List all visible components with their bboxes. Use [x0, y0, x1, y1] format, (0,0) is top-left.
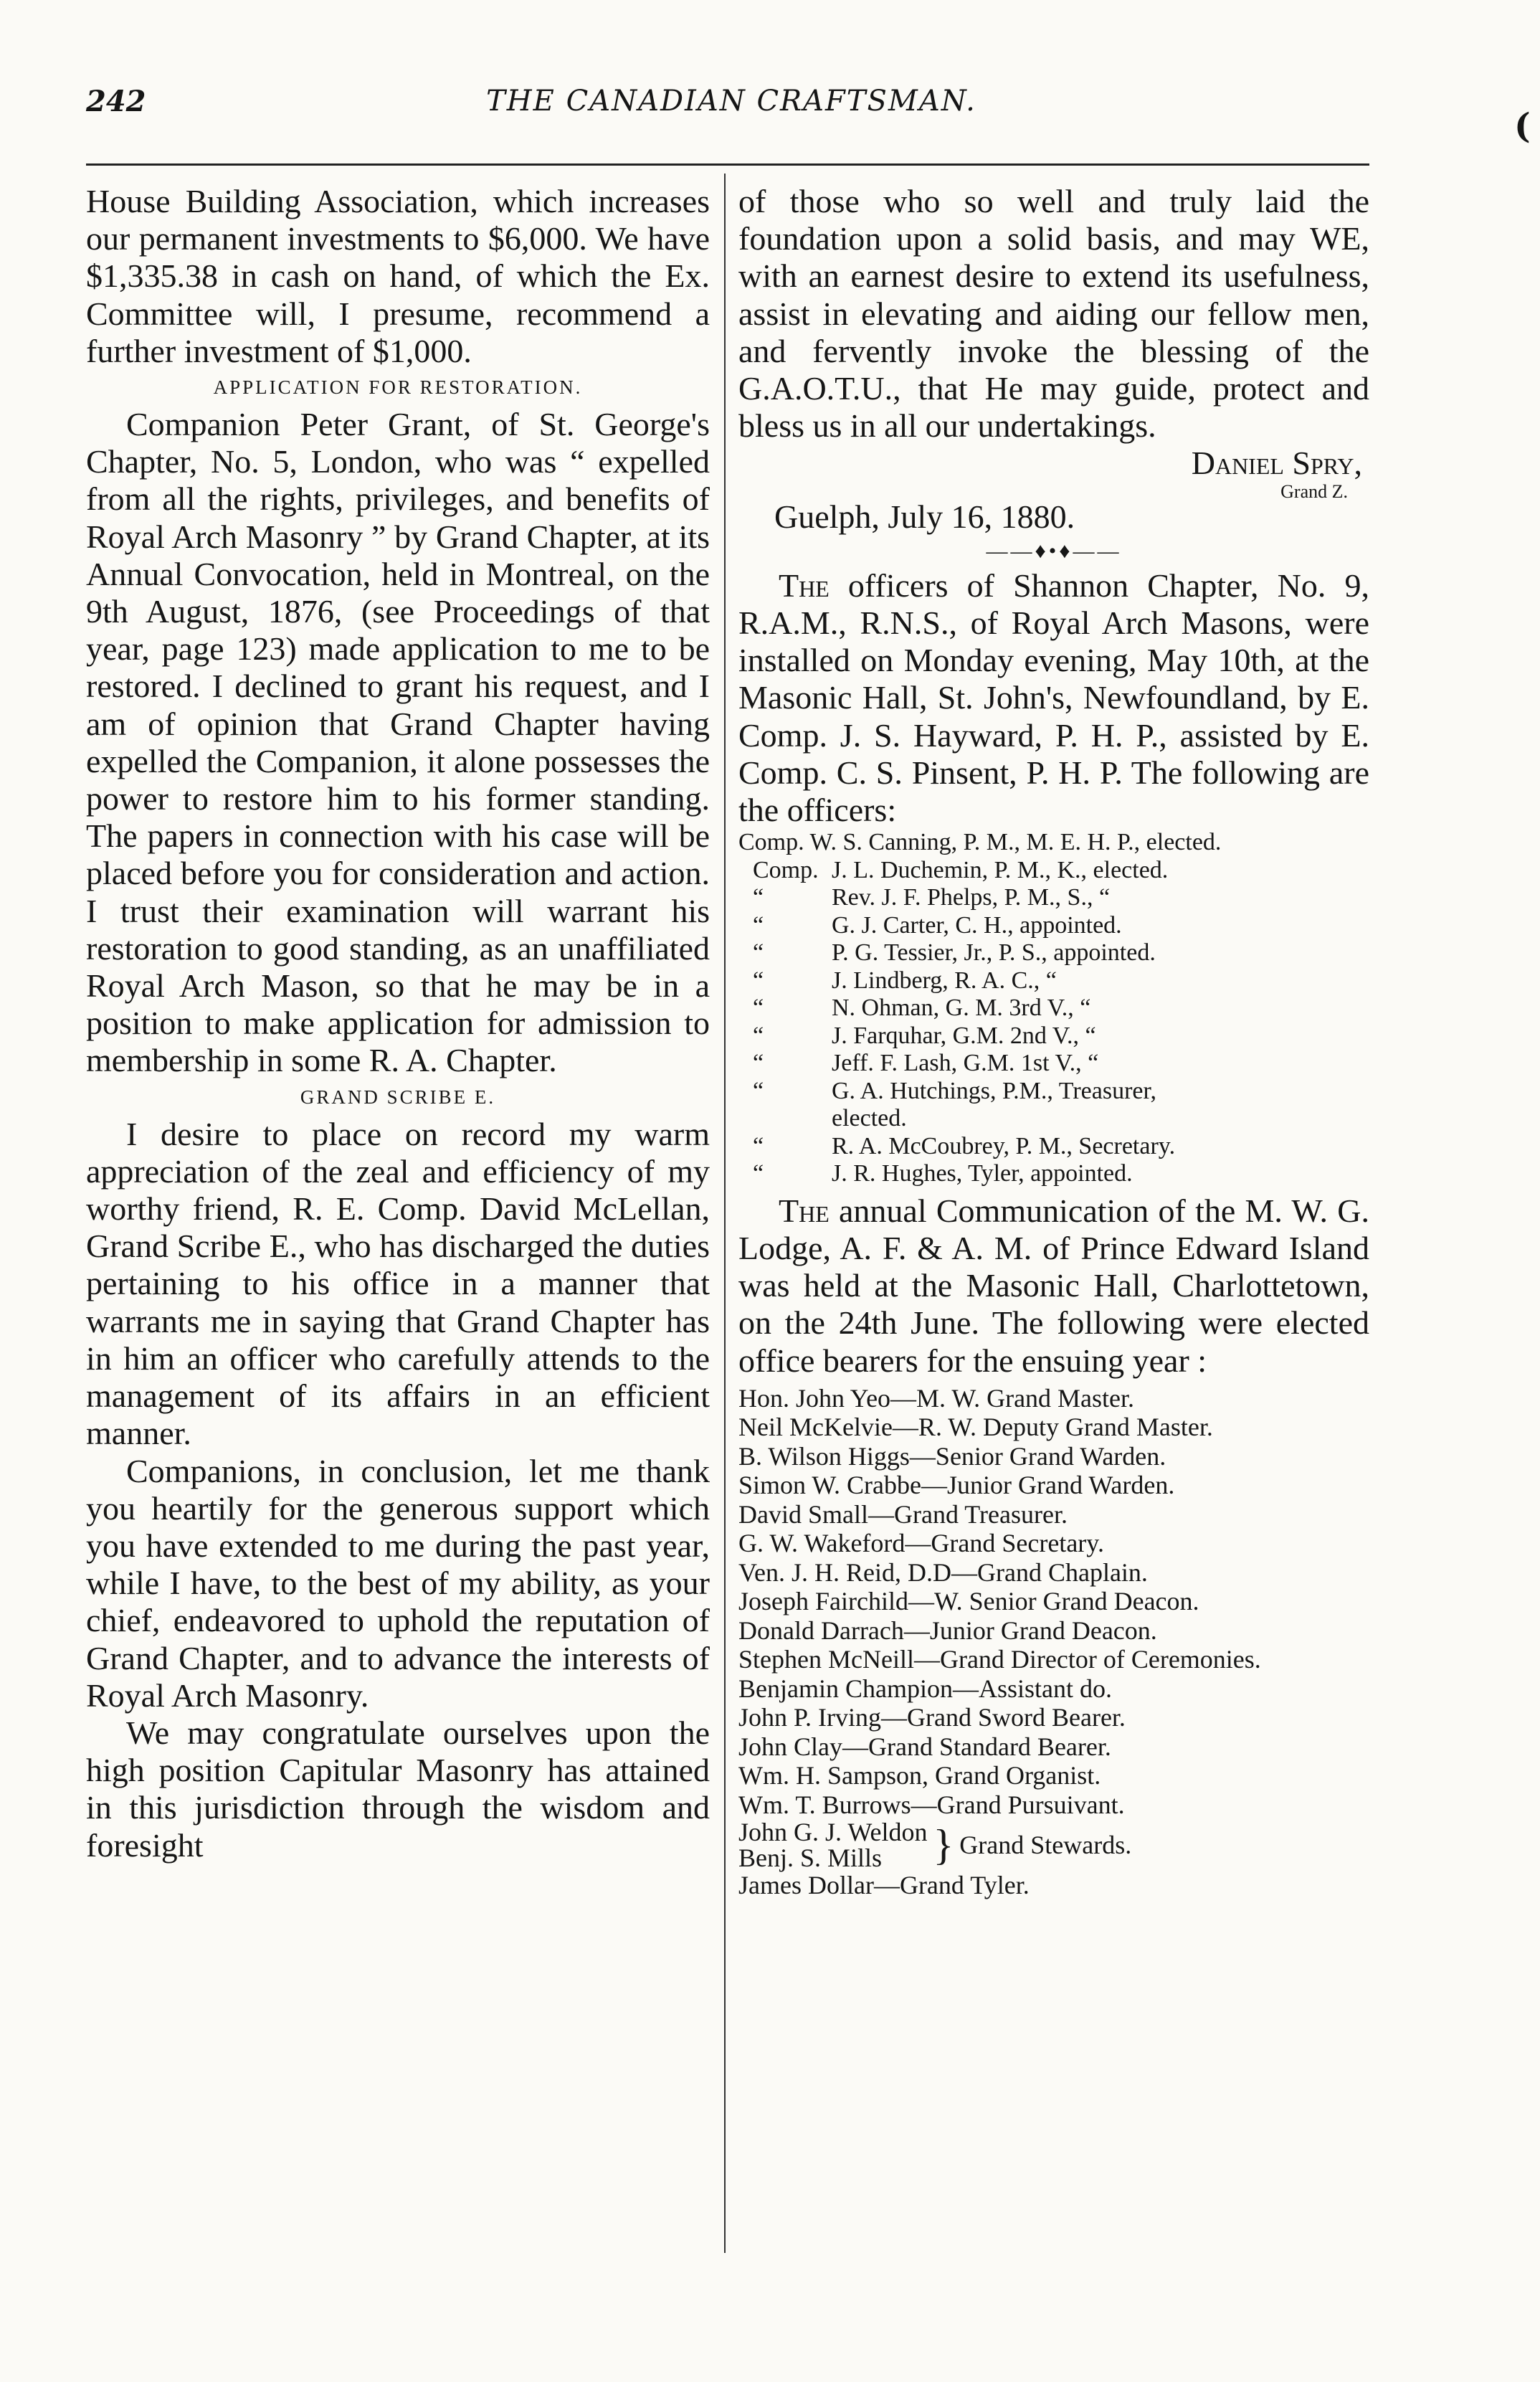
- lead-word: The: [779, 566, 830, 604]
- place-date: Guelph, July 16, 1880.: [774, 498, 1075, 535]
- paragraph-text: annual Communication of the M. W. G. Lodge, A. F. & A. M. of Prince Edward Island was held at the Masonic Hall, Charlottetown, on the 24th June. The following were elected office bearers for the ensuing year :: [738, 1192, 1370, 1379]
- office-bearer: Joseph Fairchild—W. Senior Grand Deacon.: [738, 1587, 1199, 1616]
- officer-prefix: “: [753, 1050, 764, 1077]
- office-bearer: John P. Irving—Grand Sword Bearer.: [738, 1703, 1126, 1732]
- paragraph: House Building Association, which increases our permanent investments to $6,000. We have $1,335.38 in cash on hand, of which the Ex. Committee will, I presume, recommend a further investment of $1,000.: [86, 183, 710, 369]
- office-bearer: Wm. T. Burrows—Grand Pursuivant.: [738, 1790, 1125, 1819]
- lead-word: The: [779, 1192, 830, 1229]
- paragraph: Companion Peter Grant, of St. George's Chapter, No. 5, London, who was “ expelled from all the rights, privileges, and benefits of Royal Arch Masonry ” by Grand Chapter, at its Annual Convocation, held in Montreal, on the 9th August, 1876, (see Proceedings of that year, page 123) made application to me to be restored. I declined to grant his request, and I am of opinion that Grand Chapter having expelled the Companion, it alone possesses the power to restore him to his former standing. The papers in connection with his case will be placed before you for consideration and action. I trust their examination will warrant his restoration to good standing, as an unaffiliated Royal Arch Mason, so that he may be in a position to make application for admission to membership in some R. A. Chapter.: [86, 406, 710, 1079]
- officer-row: [738, 912, 1369, 940]
- officer-first: Comp. W. S. Canning, P. M., M. E. H. P., elected.: [738, 829, 1222, 856]
- officer-text: J. L. Duchemin, P. M., K., elected.: [832, 856, 1169, 883]
- office-bearer: James Dollar—Grand Tyler.: [738, 1871, 1030, 1900]
- officer-row: [738, 967, 1369, 995]
- signature-name: Daniel Spry,: [1191, 445, 1362, 482]
- office-bearer: Neil McKelvie—R. W. Deputy Grand Master.: [738, 1413, 1213, 1442]
- officer-prefix: “: [753, 1160, 764, 1187]
- officer-text: Jeff. F. Lash, G.M. 1st V., “: [832, 1050, 1099, 1077]
- grand-stewards: [738, 1819, 1369, 1871]
- office-bearer: David Small—Grand Treasurer.: [738, 1499, 1068, 1529]
- officers-list: [738, 857, 1369, 1188]
- paragraph: [738, 567, 1369, 829]
- officer-row: [738, 1050, 1369, 1078]
- officer-prefix: “: [753, 1132, 764, 1159]
- paragraph: We may congratulate ourselves upon the high position Capitular Masonry has attained in this jurisdiction through the wisdom and foresight: [86, 1714, 710, 1864]
- running-title: THE CANADIAN CRAFTSMAN.: [486, 85, 976, 118]
- officer-prefix: “: [753, 1077, 764, 1104]
- officer-prefix: “: [753, 884, 764, 911]
- officer-text: J. R. Hughes, Tyler, appointed.: [832, 1160, 1133, 1187]
- paragraph-text: officers of Shannon Chapter, No. 9, R.A.M., R.N.S., of Royal Arch Masons, were installed on Monday evening, May 10th, at the Masonic Hall, St. John's, Newfoundland, by E. Comp. J. S. Hayward, P. H. P., assisted by E. Comp. C. S. Pinsent, P. H. P. The following are the officers:: [738, 566, 1370, 829]
- officer-text: R. A. McCoubrey, P. M., Secretary.: [832, 1132, 1176, 1159]
- page-number: 242: [86, 85, 146, 118]
- officer-prefix: “: [753, 1022, 764, 1049]
- column-divider: [724, 174, 726, 2253]
- officer-text: J. Lindberg, R. A. C., “: [832, 967, 1057, 994]
- officer-text: N. Ohman, G. M. 3rd V., “: [832, 995, 1091, 1022]
- officer-row: [738, 1078, 1369, 1106]
- officer-text: G. J. Carter, C. H., appointed.: [832, 911, 1122, 939]
- steward-name: Benj. S. Mills: [738, 1844, 883, 1873]
- officer-prefix: “: [753, 995, 764, 1022]
- officer-row: [738, 939, 1369, 967]
- office-bearer: Ven. J. H. Reid, D.D—Grand Chaplain.: [738, 1557, 1148, 1587]
- steward-names: [738, 1819, 927, 1871]
- office-bearer: G. W. Wakeford—Grand Secretary.: [738, 1529, 1104, 1558]
- section-heading: APPLICATION FOR RESTORATION.: [213, 376, 583, 399]
- officer-text: J. Farquhar, G.M. 2nd V., “: [832, 1022, 1096, 1049]
- officer-prefix: Comp.: [753, 856, 819, 883]
- office-bearers-list: [738, 1384, 1369, 1820]
- officer-text: P. G. Tessier, Jr., P. S., appointed.: [832, 939, 1156, 967]
- right-column: [738, 183, 1369, 1900]
- header-rule: [86, 163, 1369, 166]
- officer-row: [738, 884, 1369, 912]
- stewards-label: Grand Stewards.: [959, 1831, 1132, 1860]
- section-heading: GRAND SCRIBE E.: [300, 1086, 496, 1108]
- paragraph: [738, 1192, 1369, 1380]
- page-header: [86, 85, 1377, 135]
- signature-title: Grand Z.: [1280, 480, 1348, 502]
- officer-prefix: “: [753, 967, 764, 994]
- edge-mark: (: [1514, 106, 1531, 146]
- officer-prefix: “: [753, 911, 764, 939]
- paragraph: of those who so well and truly laid the foundation upon a solid basis, and may WE, with an earnest desire to extend its usefulness, assist in elevating and aiding our fellow men, and fervently invoke the blessing of the G.A.O.T.U., that He may guide, protect and bless us in all our undertakings.: [738, 183, 1369, 445]
- steward-name: John G. J. Weldon: [738, 1818, 928, 1847]
- officer-row: [738, 857, 1369, 885]
- paragraph: Companions, in conclusion, let me thank you heartily for the generous support which you have extended to me during the past year, while I have, to the best of my ability, as your chief, endeavored to uphold the reputation of Grand Chapter, and to advance the interests of Royal Arch Masonry.: [86, 1452, 710, 1714]
- officer-text: elected.: [832, 1105, 907, 1132]
- officer-text: G. A. Hutchings, P.M., Treasurer,: [832, 1077, 1156, 1104]
- office-bearer: Hon. John Yeo—M. W. Grand Master.: [738, 1383, 1135, 1413]
- officer-row: [738, 1160, 1369, 1188]
- office-bearer: Stephen McNeill—Grand Director of Ceremonies.: [738, 1645, 1261, 1674]
- office-bearer: Benjamin Champion—Assistant do.: [738, 1674, 1112, 1703]
- officer-row: [738, 995, 1369, 1022]
- officer-prefix: [738, 1105, 832, 1133]
- officer-prefix: “: [753, 939, 764, 967]
- office-bearer: Donald Darrach—Junior Grand Deacon.: [738, 1615, 1157, 1645]
- officer-row: [738, 1105, 1369, 1133]
- section-ornament: ——♦•♦——: [986, 538, 1122, 563]
- officer-row: [738, 1133, 1369, 1161]
- office-bearer: B. Wilson Higgs—Senior Grand Warden.: [738, 1441, 1166, 1471]
- officer-row: [738, 1022, 1369, 1050]
- office-bearer: John Clay—Grand Standard Bearer.: [738, 1732, 1111, 1761]
- officer-text: Rev. J. F. Phelps, P. M., S., “: [832, 884, 1111, 911]
- brace-glyph: }: [933, 1821, 954, 1869]
- office-bearer: Wm. H. Sampson, Grand Organist.: [738, 1761, 1101, 1790]
- left-column: [86, 183, 710, 1864]
- paragraph: I desire to place on record my warm appreciation of the zeal and efficiency of my worthy friend, R. E. Comp. David McLellan, Grand Scribe E., who has discharged the duties pertaining to his office in a manner that warrants me in saying that Grand Chapter has in him an officer who carefully attends to the management of its affairs in an efficient manner.: [86, 1115, 710, 1452]
- office-bearer: Simon W. Crabbe—Junior Grand Warden.: [738, 1471, 1175, 1500]
